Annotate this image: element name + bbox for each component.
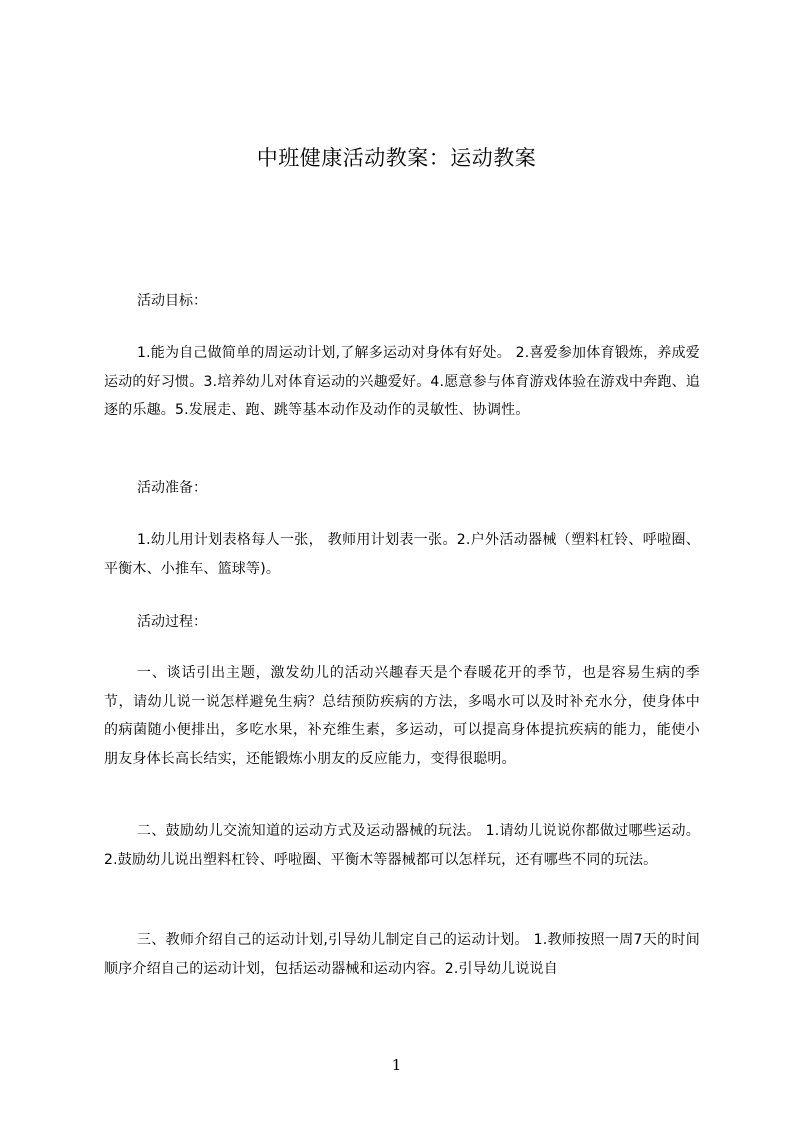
page-number: 1 <box>391 1056 402 1074</box>
section-label-process: 活动过程： <box>137 614 207 630</box>
paragraph-goals: 1.能为自己做简单的周运动计划,了解多运动对身体有好处。 2.喜爱参加体育锻炼，养成爱运动的好习惯。3.培养幼儿对体育运动的兴趣爱好。4.愿意参与体育游戏体验在游戏中奔跑、追逐的乐趣。5.发展走、跑、跳等基本动作及动作的灵敏性、协调性。 <box>104 345 700 418</box>
paragraph-process-step-3: 三、教师介绍自己的运动计划,引导幼儿制定自己的运动计划。 1.教师按照一周7天的时间顺序介绍自己的运动计划，包括运动器械和运动内容。2.引导幼儿说说自 <box>104 932 700 977</box>
paragraph-preparation: 1.幼儿用计划表格每人一张， 教师用计划表一张。2.户外活动器械（塑料杠铃、呼啦圈、平衡木、小推车、篮球等)。 <box>104 532 700 577</box>
paragraph-process-step-2: 二、鼓励幼儿交流知道的运动方式及运动器械的玩法。 1.请幼儿说说你都做过哪些运动。2.鼓励幼儿说出塑料杠铃、呼啦圈、平衡木等器械都可以怎样玩，还有哪些不同的玩法。 <box>104 823 700 868</box>
section-label-preparation: 活动准备： <box>137 480 207 496</box>
section-label-goals: 活动目标： <box>137 293 207 309</box>
paragraph-process-step-1: 一、谈话引出主题，激发幼儿的活动兴趣春天是个春暖花开的季节，也是容易生病的季节，请幼儿说一说怎样避免生病？总结预防疾病的方法，多喝水可以及时补充水分，使身体中的病菌随小便排出，多吃水果，补充维生素，多运动，可以提高身体提抗疾病的能力，能使小朋友身体长高长结实，还能锻炼小朋友的反应能力，变得很聪明。 <box>104 665 700 767</box>
document-title: 中班健康活动教案：运动教案 <box>256 146 537 170</box>
